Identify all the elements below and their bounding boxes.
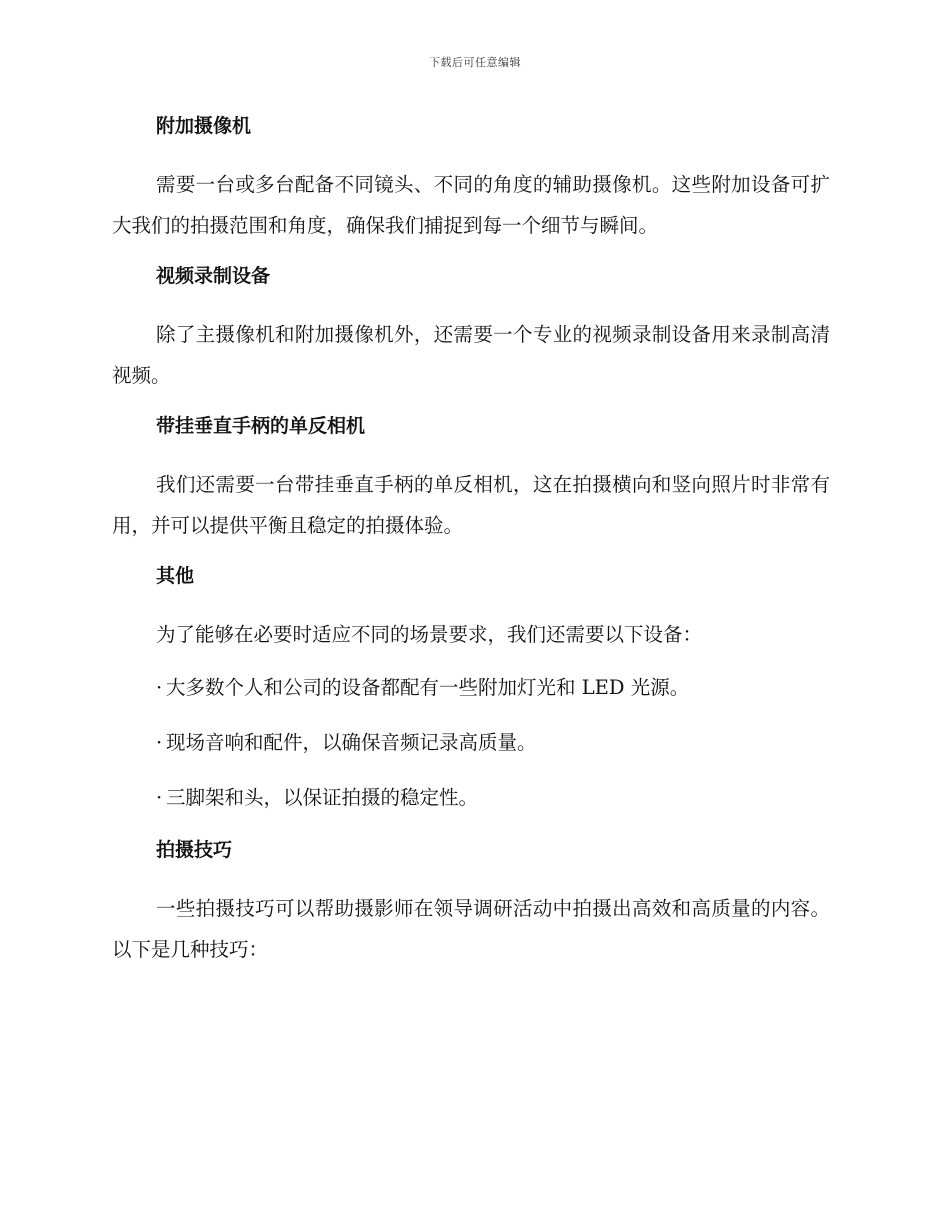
section-other	[112, 558, 830, 818]
page-header: 下载后可任意编辑	[429, 56, 521, 69]
list-item	[156, 667, 830, 708]
section-heading: 视频录制设备	[156, 265, 271, 287]
section-paragraph: 为了能够在必要时适应不同的场景要求，我们还需要以下设备：	[156, 623, 703, 646]
list-item-text: 三脚架和头，以保证拍摄的稳定性。	[166, 786, 479, 809]
list-item	[156, 777, 830, 818]
list-item-text: 大多数个人和公司的设备都配有一些附加灯光和 LED 光源。	[166, 676, 690, 699]
section-paragraph: 一些拍摄技巧可以帮助摄影师在领导调研活动中拍摄出高效和高质量的内容。以下是几种技巧：	[112, 897, 830, 961]
section-heading: 带挂垂直手柄的单反相机	[156, 415, 366, 437]
section-heading: 其他	[156, 565, 195, 587]
section-shooting-tips	[112, 832, 830, 970]
section-heading: 附加摄像机	[156, 115, 252, 137]
bullet-icon: ·	[156, 676, 163, 699]
bullet-icon: ·	[156, 786, 163, 809]
bullet-icon: ·	[156, 731, 163, 754]
list-item-text: 现场音响和配件，以确保音频记录高质量。	[166, 731, 537, 754]
document-body	[112, 108, 830, 982]
section-paragraph: 需要一台或多台配备不同镜头、不同的角度的辅助摄像机。这些附加设备可扩大我们的拍摄范围和角度，确保我们捕捉到每一个细节与瞬间。	[112, 173, 830, 237]
section-video-recording	[112, 258, 830, 396]
section-paragraph: 除了主摄像机和附加摄像机外，还需要一个专业的视频录制设备用来录制高清视频。	[112, 323, 830, 387]
section-paragraph: 我们还需要一台带挂垂直手柄的单反相机，这在拍摄横向和竖向照片时非常有用，并可以提供平衡且稳定的拍摄体验。	[112, 473, 830, 537]
list-item	[156, 722, 830, 763]
section-heading: 拍摄技巧	[156, 839, 233, 861]
section-dslr-camera	[112, 408, 830, 546]
section-additional-cameras	[112, 108, 830, 246]
